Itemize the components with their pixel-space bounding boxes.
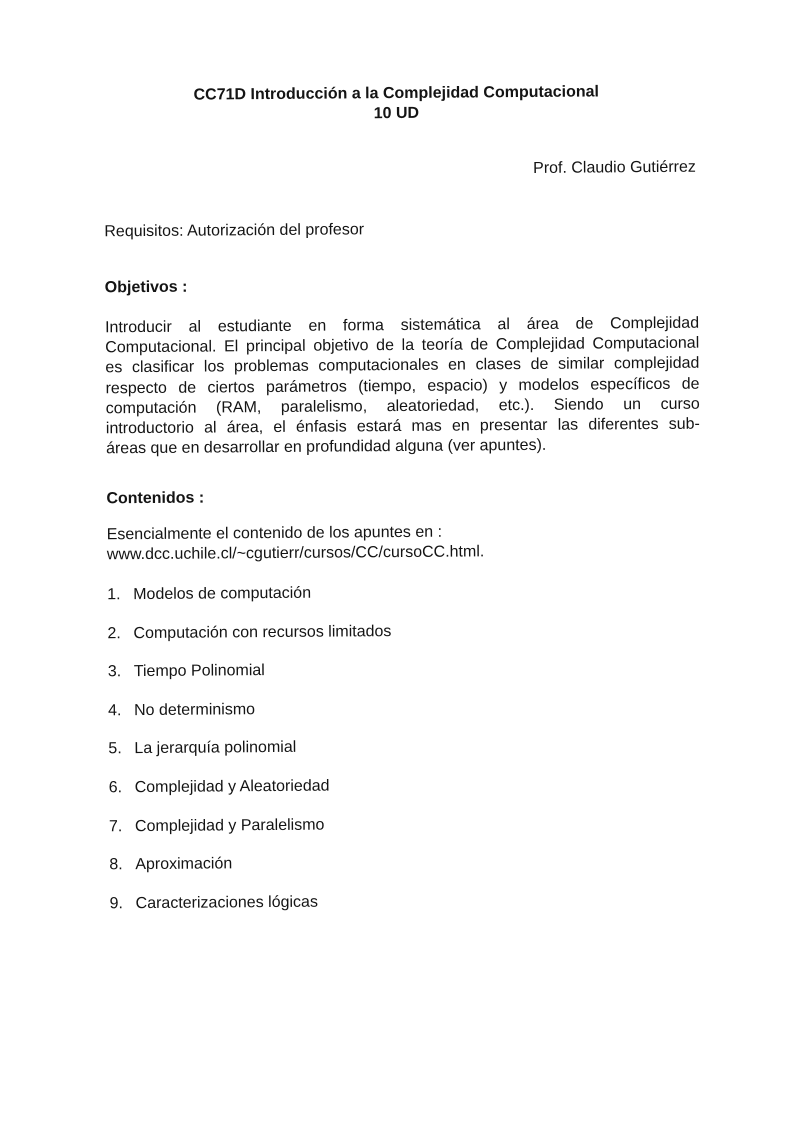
list-item <box>108 699 392 740</box>
list-item <box>109 815 393 856</box>
list-item <box>110 892 394 933</box>
course-title: CC71D Introducción a la Complejidad Computacional <box>193 83 599 104</box>
list-item <box>109 776 393 817</box>
list-item <box>108 737 392 778</box>
contents-intro <box>107 522 485 565</box>
list-item-label: La jerarquía polinomial <box>134 739 297 758</box>
list-item-number: 4. <box>108 701 122 720</box>
objectives-line: Introducir al estudiante en forma sistemática al área de Complejidad <box>105 314 700 337</box>
contents-heading: Contenidos : <box>106 489 205 508</box>
objectives-line: es clasificar los problemas computacionales en clases de similar complejidad <box>105 355 700 377</box>
list-item-label: Aproximación <box>135 855 233 874</box>
course-notes-url: www.dcc.uchile.cl/~cgutierr/cursos/CC/cursoCC.html. <box>106 543 485 564</box>
contents-list <box>107 583 394 933</box>
objectives-line: computación (RAM, paralelismo, aleatoriedad, etc.). Siendo un curso <box>105 395 700 418</box>
list-item-label: Complejidad y Aleatoriedad <box>134 777 330 797</box>
list-item-label: Tiempo Polinomial <box>133 662 265 681</box>
list-item-number: 2. <box>107 624 121 642</box>
course-units: 10 UD <box>373 104 420 123</box>
list-item-label: Modelos de computación <box>133 584 312 604</box>
list-item <box>108 660 392 701</box>
list-item-label: Complejidad y Paralelismo <box>134 816 325 835</box>
requirements-text: Requisitos: Autorización del profesor <box>104 221 365 241</box>
list-item-label: No determinismo <box>134 700 256 719</box>
list-item-label: Computación con recursos limitados <box>133 622 392 642</box>
list-item-number: 1. <box>107 586 121 604</box>
list-item <box>107 622 391 663</box>
contents-intro-text: Esencialmente el contenido de los apuntes en : <box>106 523 443 544</box>
professor-name: Prof. Claudio Gutiérrez <box>533 158 696 177</box>
list-item-number: 8. <box>109 856 123 874</box>
objectives-line: Computacional. El principal objetivo de la teoría de Complejidad Computacional <box>105 334 700 357</box>
list-item-number: 3. <box>107 663 122 681</box>
list-item <box>109 853 393 894</box>
list-item-number: 9. <box>109 894 124 913</box>
objectives-line: respecto de ciertos parámetros (tiempo, espacio) y modelos específicos de <box>105 375 700 397</box>
objectives-line: áreas que en desarrollar en profundidad alguna (ver apuntes). <box>105 437 547 458</box>
list-item-number: 6. <box>108 779 123 797</box>
objectives-heading: Objetivos : <box>104 278 188 297</box>
list-item-label: Caracterizaciones lógicas <box>135 893 318 912</box>
objectives-line: introductorio al área, el énfasis estará mas en presentar las diferentes sub- <box>105 415 700 438</box>
list-item-number: 5. <box>108 740 122 758</box>
list-item-number: 7. <box>108 817 123 835</box>
list-item <box>107 583 391 624</box>
objectives-paragraph <box>105 314 700 460</box>
